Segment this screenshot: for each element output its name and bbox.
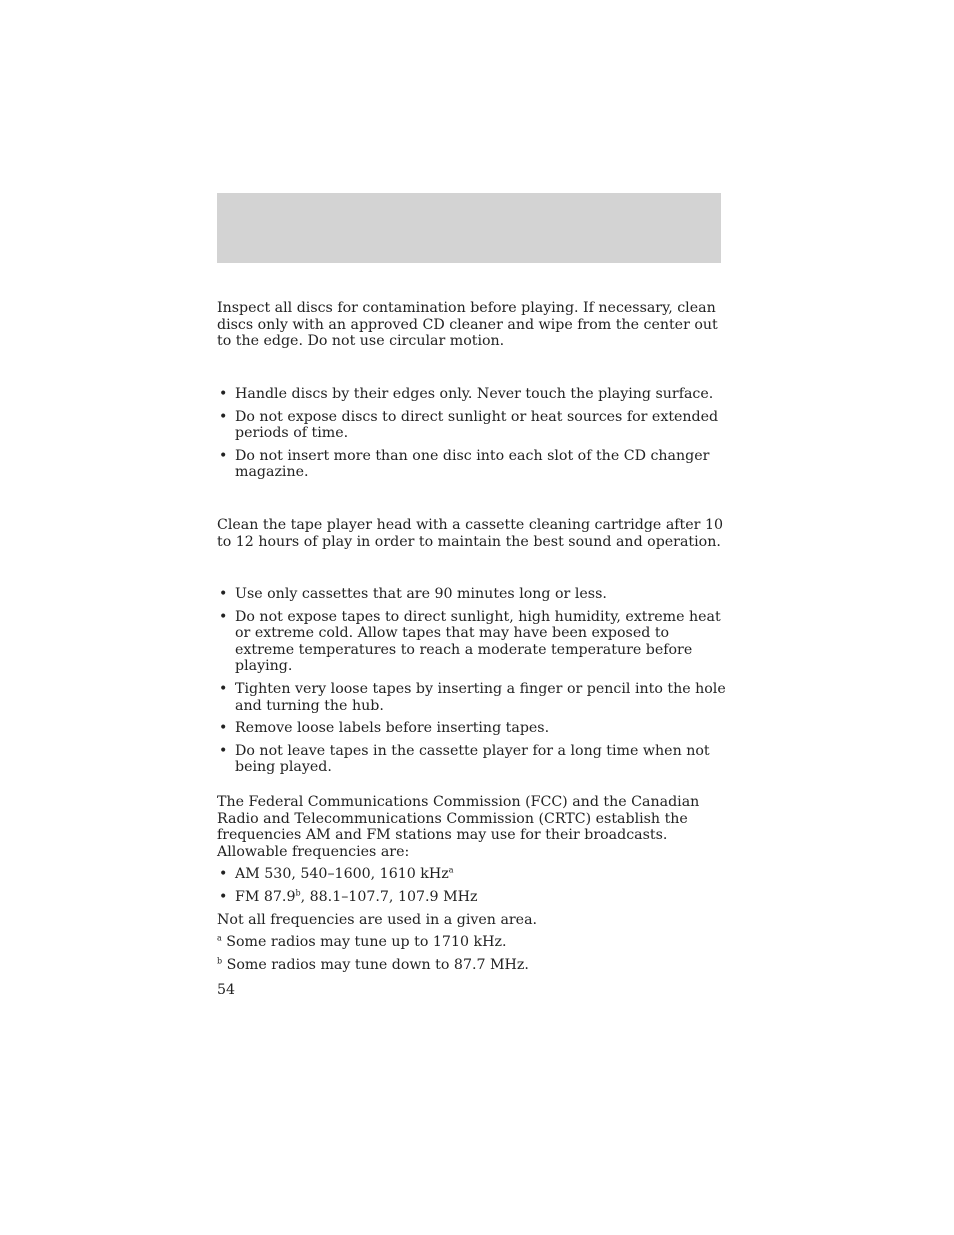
cd-care-paragraph: Inspect all discs for contamination before playing. If necessary, clean discs only with an approved CD cleaner and wipe from the center out to the edge. Do not use circular motion. [217, 300, 718, 350]
cd-care-paragraph-block [217, 300, 727, 350]
frequencies-note: Not all frequencies are used in a given area. [217, 911, 538, 928]
frequencies-paragraph: The Federal Communications Commission (FCC) and the Canadian Radio and Telecommunications Commission (CRTC) establish the frequencies AM and FM stations may use for their broadcasts. Allowable frequencies are: [217, 794, 700, 860]
section-header-bar [217, 193, 721, 263]
tape-care-paragraph: Clean the tape player head with a cassette cleaning cartridge after 10 to 12 hours of play in order to maintain the best sound and operation. [217, 517, 723, 550]
tape-care-list-block [217, 586, 727, 782]
frequencies-list [217, 866, 727, 905]
list-item-fm [217, 889, 727, 906]
footnote-b-text: Some radios may tune down to 87.7 MHz. [222, 956, 529, 973]
fm-prefix: FM 87.9 [235, 888, 296, 905]
list-item: • Handle discs by their edges only. Never touch the playing surface. [217, 386, 727, 403]
cd-care-list [217, 386, 727, 481]
footnote-a-mark: a [217, 933, 222, 943]
list-item: • Use only cassettes that are 90 minutes long or less. [217, 586, 727, 603]
footnote-a [217, 934, 727, 951]
footnote-a-text: Some radios may tune up to 1710 kHz. [221, 934, 507, 951]
footnote-b-mark: b [217, 956, 223, 966]
list-item: • Tighten very loose tapes by inserting a finger or pencil into the hole and turning the hub. [217, 681, 727, 714]
footnote-b [217, 957, 727, 974]
list-item: • Remove loose labels before inserting tapes. [217, 720, 727, 737]
frequencies-block [217, 794, 727, 973]
page-number: 54 [217, 982, 236, 998]
am-frequencies: AM 530, 540–1600, 1610 kHz [235, 866, 449, 883]
tape-care-paragraph-block [217, 517, 727, 550]
list-item: • Do not expose discs to direct sunlight or heat sources for extended periods of time. [217, 409, 727, 442]
footnote-mark-a: a [448, 865, 454, 875]
list-item: • Do not expose tapes to direct sunlight, high humidity, extreme heat or extreme cold. Allow tapes that may have been exposed to extreme temperatures to reach a moderate temperature before playing. [217, 609, 727, 675]
tape-care-list [217, 586, 727, 776]
footnote-mark-b: b [295, 888, 301, 898]
list-item: • Do not leave tapes in the cassette player for a long time when not being played. [217, 743, 727, 776]
list-item: • Do not insert more than one disc into each slot of the CD changer magazine. [217, 448, 727, 481]
fm-suffix: , 88.1–107.7, 107.9 MHz [300, 888, 478, 905]
cd-care-list-block [217, 386, 727, 487]
list-item-am [217, 866, 727, 883]
